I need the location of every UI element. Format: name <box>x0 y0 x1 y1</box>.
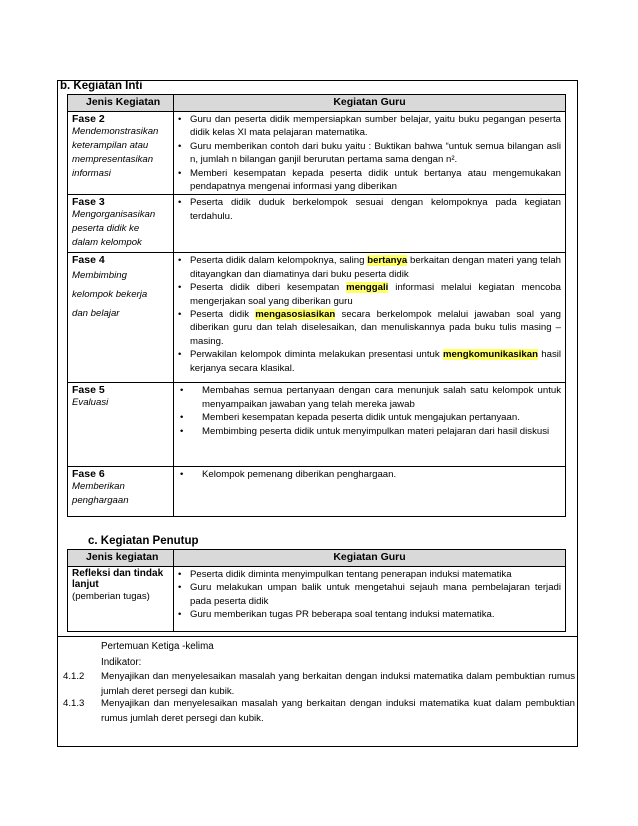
phase-cell <box>68 567 174 632</box>
item-text: Peserta didik diberi kesempatan <box>190 282 347 294</box>
table-header-row <box>68 95 566 112</box>
list-item <box>178 348 561 375</box>
item-text: Peserta didik diminta menyimpulkan tentang penerapan induksi matematika <box>190 569 512 580</box>
indicator-item <box>63 696 575 728</box>
phase-cell <box>68 467 174 517</box>
table-row-fase-3 <box>68 195 566 253</box>
phase-cell <box>68 383 174 467</box>
item-text: berkaitan dengan materi yang telah ditayangkan dan diamatinya dari buku peserta didik <box>190 255 561 280</box>
item-text: Membahas semua pertanyaan dengan cara menunjuk salah satu kelompok untuk menyampaikan jawaban yang telah mereka jawab <box>202 385 561 410</box>
list-item <box>178 384 561 411</box>
item-text: secara berkelompok melalui jawaban soal yang diberikan guru dan telah diselesaikan, dan menuliskannya pada buku tulis masing – masing. <box>190 309 561 347</box>
phase-name: Fase 2 <box>72 113 105 125</box>
table-row-refleksi <box>68 567 566 632</box>
list-item <box>178 425 561 438</box>
bullet-icon: • <box>178 309 182 321</box>
phase-desc: Evaluasi <box>72 397 109 409</box>
highlighted-keyword: mengasosiasikan <box>255 309 336 321</box>
activity-cell <box>174 467 566 517</box>
list-item <box>178 113 561 140</box>
phase-desc: dalam kelompok <box>72 237 142 249</box>
bullet-icon: • <box>178 569 182 580</box>
bullet-icon: • <box>180 469 184 481</box>
phase-desc: peserta didik ke <box>72 223 140 235</box>
item-text: Peserta didik <box>190 309 256 321</box>
bullet-icon: • <box>178 582 182 594</box>
item-text: Membimbing peserta didik untuk menyimpulkan materi pelajaran dari hasil diskusi <box>202 425 550 437</box>
phase-desc: informasi <box>72 168 111 179</box>
item-text: Peserta didik dalam kelompoknya, saling <box>190 255 368 267</box>
highlighted-keyword: menggali <box>346 282 389 294</box>
activity-cell <box>174 567 566 632</box>
phase-desc: Membimbing <box>72 270 127 282</box>
item-text: Memberi kesempatan kepada peserta didik untuk mengajukan pertanyaan. <box>202 412 520 424</box>
bullet-icon: • <box>178 197 182 209</box>
table-row-fase-5 <box>68 383 566 467</box>
indicator-text: Menyajikan dan menyelesaikan masalah yang berkaitan dengan induksi matematika kuat dalam pembuktian rumus jumlah deret persegi dan kubik. <box>101 698 575 724</box>
phase-name: Fase 4 <box>72 254 105 267</box>
indicator-label: Indikator: <box>101 657 142 668</box>
bullet-icon: • <box>180 412 184 424</box>
list-item <box>178 254 561 281</box>
kegiatan-penutup-table <box>67 549 566 632</box>
phase-desc: keterampilan atau <box>72 140 149 151</box>
highlighted-keyword: bertanya <box>367 255 408 267</box>
bullet-icon: • <box>180 425 184 437</box>
indicator-number: 4.1.3 <box>63 698 85 709</box>
activity-list <box>178 468 561 481</box>
item-text: Perwakilan kelompok diminta melakukan presentasi untuk <box>190 349 444 361</box>
bullet-icon: • <box>178 140 182 152</box>
list-item <box>178 581 561 608</box>
bullet-icon: • <box>178 114 182 125</box>
header-jenis-kegiatan: Jenis kegiatan <box>68 550 174 567</box>
bullet-icon: • <box>178 609 182 621</box>
phase-name: Refleksi dan tindak <box>72 568 164 579</box>
table-row-fase-4 <box>68 253 566 383</box>
indicator-text: Menyajikan dan menyelesaikan masalah yang berkaitan dengan induksi matematika dalam pembuktian rumus jumlah deret persegi dan kubik. <box>101 671 575 697</box>
item-text: informasi melalui kegiatan mencoba mengerjakan soal yang diberikan guru <box>190 282 561 307</box>
phase-name: Fase 5 <box>72 384 105 397</box>
item-text: Guru melakukan umpan balik untuk mengetahui sejauh mana pembelajaran terjadi pada peserta didik <box>190 582 561 607</box>
activity-cell <box>174 195 566 253</box>
activity-list <box>178 568 561 622</box>
meeting-title: Pertemuan Ketiga -kelima <box>101 641 214 652</box>
list-item <box>178 196 561 223</box>
list-item <box>178 167 561 194</box>
phase-name: Fase 3 <box>72 196 105 209</box>
phase-desc: Memberikan <box>72 481 125 493</box>
phase-cell <box>68 112 174 195</box>
phase-cell <box>68 253 174 383</box>
table-row-fase-6 <box>68 467 566 517</box>
header-kegiatan-guru: Kegiatan Guru <box>174 95 566 112</box>
phase-desc: mempresentasikan <box>72 154 154 165</box>
activity-list <box>178 254 561 375</box>
list-item <box>178 308 561 348</box>
bullet-icon: • <box>178 255 182 267</box>
list-item <box>178 568 561 581</box>
indicator-number: 4.1.2 <box>63 671 85 682</box>
header-kegiatan-guru: Kegiatan Guru <box>174 550 566 567</box>
phase-desc: dan belajar <box>72 308 120 320</box>
header-jenis-kegiatan: Jenis Kegiatan <box>68 95 174 112</box>
activity-cell <box>174 253 566 383</box>
section-title-kegiatan-inti: b. Kegiatan Inti <box>60 80 143 92</box>
list-item <box>178 608 561 621</box>
activity-list <box>178 196 561 223</box>
item-text: Memberi kesempatan kepada peserta didik untuk bertanya atau mengemukakan pendapatnya mengenai informasi yang diberikan <box>190 167 561 193</box>
section-divider <box>57 636 578 637</box>
list-item <box>178 468 561 481</box>
activity-cell <box>174 383 566 467</box>
phase-desc: Mengorganisasikan <box>72 209 156 221</box>
bullet-icon: • <box>178 167 182 179</box>
kegiatan-inti-table <box>67 94 566 517</box>
section-title-kegiatan-penutup: c. Kegiatan Penutup <box>88 535 199 547</box>
item-text: Guru memberikan contoh dari buku yaitu : Buktikan bahwa “untuk semua bilangan asli n, jumlah n bilangan ganjil berurutan pertama sama dengan n². <box>190 140 561 166</box>
bullet-icon: • <box>178 282 182 294</box>
phase-desc: penghargaan <box>72 495 129 507</box>
activity-list <box>178 113 561 193</box>
table-header-row <box>68 550 566 567</box>
item-text: Guru dan peserta didik mempersiapkan sumber belajar, yaitu buku pegangan peserta didik kelas XI mata pelajaran matematika. <box>190 114 561 139</box>
list-item <box>178 281 561 308</box>
activity-cell <box>174 112 566 195</box>
activity-list <box>178 384 561 438</box>
item-text: Guru memberikan tugas PR beberapa soal tentang induksi matematika. <box>190 609 495 621</box>
item-text: hasil kerjanya secara klasikal. <box>190 349 561 374</box>
list-item <box>178 411 561 424</box>
phase-name: lanjut <box>72 579 99 590</box>
table-row-fase-2 <box>68 112 566 195</box>
list-item <box>178 140 561 167</box>
phase-cell <box>68 195 174 253</box>
bullet-icon: • <box>178 349 182 361</box>
phase-name: Fase 6 <box>72 468 105 481</box>
phase-desc: (pemberian tugas) <box>72 591 150 602</box>
item-text: Peserta didik duduk berkelompok sesuai dengan kelompoknya pada kegiatan terdahulu. <box>190 197 561 222</box>
phase-desc: Mendemonstrasikan <box>72 126 159 137</box>
bullet-icon: • <box>180 385 184 397</box>
phase-desc: kelompok bekerja <box>72 289 148 301</box>
item-text: Kelompok pemenang diberikan penghargaan. <box>202 469 397 481</box>
highlighted-keyword: mengkomunikasikan <box>443 349 538 361</box>
